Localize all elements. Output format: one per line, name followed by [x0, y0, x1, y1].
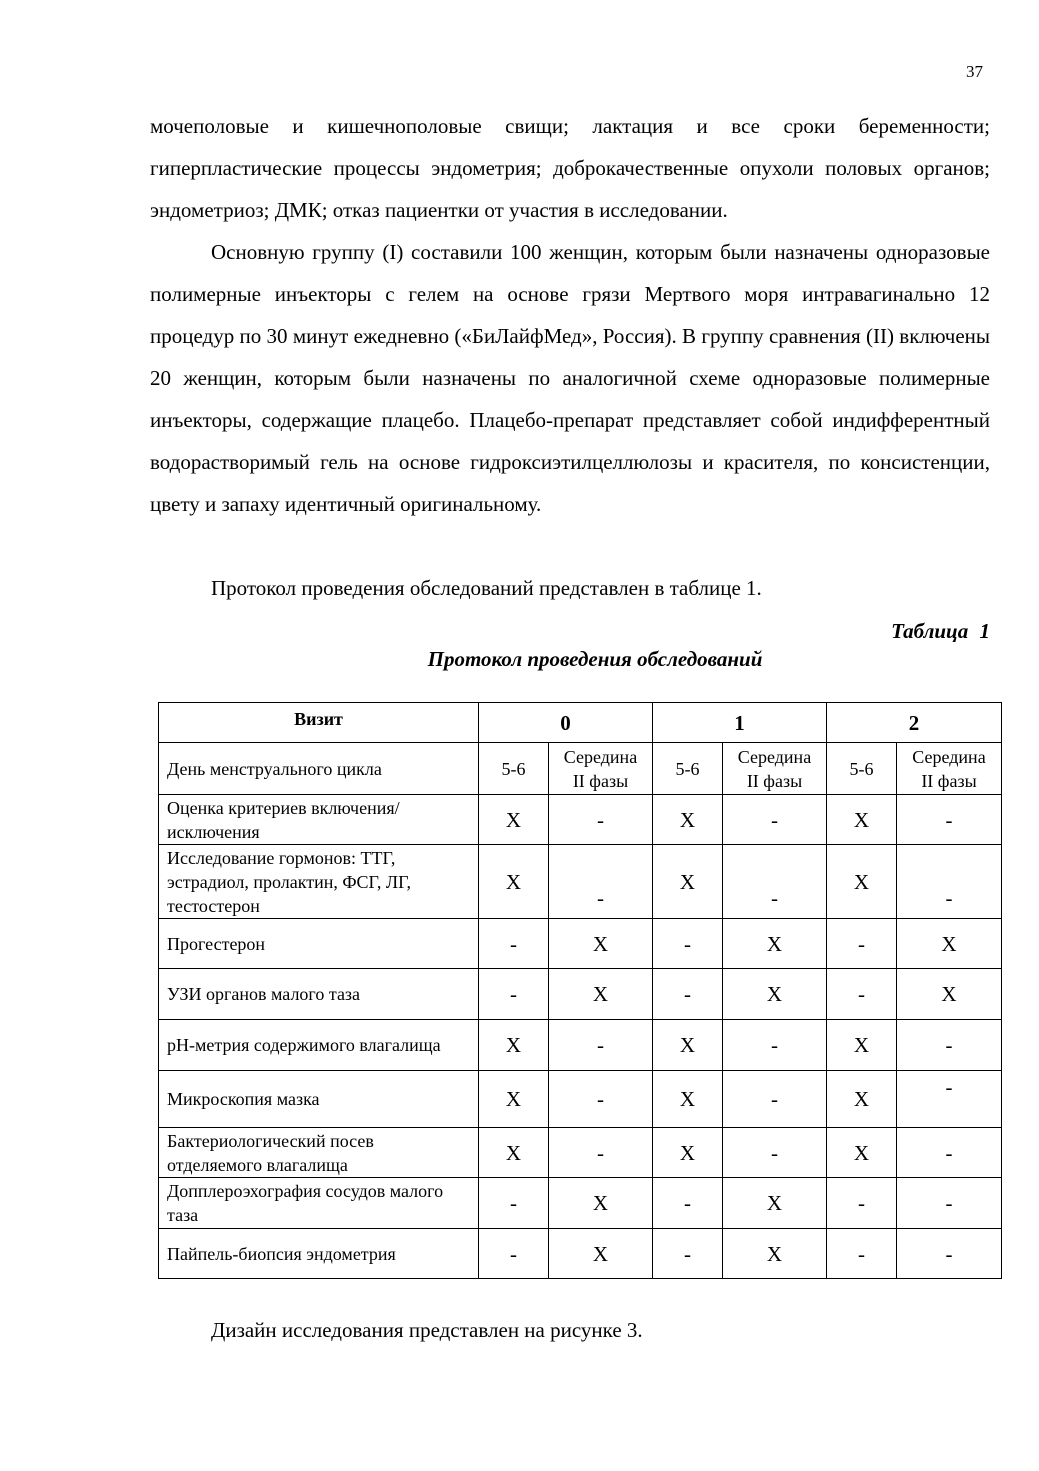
- row-cell: Х: [479, 1071, 549, 1128]
- row-cell: -: [723, 795, 827, 845]
- row-cell: -: [723, 1128, 827, 1178]
- row-cell: Х: [549, 919, 653, 969]
- row-cell: Х: [827, 1128, 897, 1178]
- paragraph-groups: [150, 231, 990, 525]
- row-label: Бактериологический посев отделяемого влагалища: [159, 1128, 479, 1178]
- row-cell: -: [653, 1178, 723, 1229]
- day-cell: Середина II фазы: [549, 743, 653, 795]
- table-row: [159, 1128, 1002, 1178]
- day-cell: Середина II фазы: [723, 743, 827, 795]
- row-cell: Х: [653, 845, 723, 919]
- protocol-table: [158, 702, 1002, 1279]
- row-cell: Х: [479, 1020, 549, 1071]
- row-cell: -: [549, 1128, 653, 1178]
- visit-0-header: 0: [479, 703, 653, 743]
- row-cell: -: [897, 1178, 1002, 1229]
- table-row: [159, 1229, 1002, 1279]
- row-cell: -: [479, 919, 549, 969]
- day-label: День менструального цикла: [159, 743, 479, 795]
- page-number: 37: [966, 62, 983, 81]
- table-row: [159, 1020, 1002, 1071]
- row-cell: Х: [897, 969, 1002, 1020]
- table-row: [159, 1071, 1002, 1128]
- paragraph-text: мочеполовые и кишечнополовые свищи; лактация и все сроки беременности; гиперпластические процессы эндометрия; доброкачественные опухоли половых органов; эндометриоз; ДМК; отказ пациентки от участия в исследовании.: [150, 114, 990, 222]
- visit-header-cell: Визит: [159, 703, 479, 743]
- table-row: [159, 1178, 1002, 1229]
- row-cell: -: [479, 1178, 549, 1229]
- row-cell: Х: [897, 919, 1002, 969]
- row-label: pH-метрия содержимого влагалища: [159, 1020, 479, 1071]
- row-cell: Х: [827, 795, 897, 845]
- table-title: Протокол проведения обследований: [427, 647, 763, 671]
- row-cell: Х: [723, 919, 827, 969]
- row-cell: Х: [549, 1229, 653, 1279]
- row-cell: -: [723, 1020, 827, 1071]
- paragraph-design-ref: Дизайн исследования представлен на рисунке 3.: [211, 1318, 643, 1342]
- visit-1-header: 1: [653, 703, 827, 743]
- day-cell: 5-6: [653, 743, 723, 795]
- row-cell: -: [897, 795, 1002, 845]
- row-label: УЗИ органов малого таза: [159, 969, 479, 1020]
- paragraph-protocol-ref: [150, 567, 990, 609]
- row-label: Пайпель-биопсия эндометрия: [159, 1229, 479, 1279]
- row-cell: Х: [479, 795, 549, 845]
- table-label: Таблица 1: [891, 619, 990, 643]
- row-label: Прогестерон: [159, 919, 479, 969]
- row-label: Исследование гормонов: ТТГ, эстрадиол, пролактин, ФСГ, ЛГ, тестостерон: [159, 845, 479, 919]
- table-row: [159, 845, 1002, 919]
- row-cell: -: [897, 1071, 1002, 1128]
- row-cell: -: [653, 919, 723, 969]
- table-row: [159, 919, 1002, 969]
- row-cell: Х: [653, 1020, 723, 1071]
- day-cell: 5-6: [827, 743, 897, 795]
- row-cell: Х: [479, 845, 549, 919]
- row-cell: Х: [827, 1020, 897, 1071]
- day-row: [159, 743, 1002, 795]
- row-cell: Х: [479, 1128, 549, 1178]
- day-cell: 5-6: [479, 743, 549, 795]
- table-row: [159, 795, 1002, 845]
- row-cell: -: [723, 845, 827, 919]
- row-cell: Х: [723, 1229, 827, 1279]
- row-cell: -: [897, 1128, 1002, 1178]
- row-label: Микроскопия мазка: [159, 1071, 479, 1128]
- paragraph-text: Основную группу (I) составили 100 женщин, которым были назначены одноразовые полимерные инъекторы с гелем на основе грязи Мертвого моря интравагинально 12 процедур по 30 минут ежедневно («БиЛайфМед», Россия). В группу сравнения (II) включены 20 женщин, которым были назначены по аналогичной схеме одноразовые полимерные инъекторы, содержащие плацебо. Плацебо-препарат представляет собой индифферентный водорастворимый гель на основе гидроксиэтилцеллюлозы и красителя, по консистенции, цвету и запаху идентичный оригинальному.: [150, 240, 990, 516]
- row-cell: Х: [549, 1178, 653, 1229]
- row-cell: -: [827, 1229, 897, 1279]
- row-cell: -: [479, 969, 549, 1020]
- visit-header-row: [159, 703, 1002, 743]
- row-cell: -: [549, 1020, 653, 1071]
- row-cell: Х: [653, 1128, 723, 1178]
- row-cell: Х: [827, 1071, 897, 1128]
- row-cell: -: [653, 1229, 723, 1279]
- row-cell: Х: [723, 969, 827, 1020]
- row-cell: Х: [549, 969, 653, 1020]
- row-cell: -: [549, 845, 653, 919]
- paragraph-exclusion-criteria: [150, 105, 990, 231]
- row-cell: -: [549, 1071, 653, 1128]
- row-cell: -: [549, 795, 653, 845]
- row-cell: -: [827, 919, 897, 969]
- day-cell: Середина II фазы: [897, 743, 1002, 795]
- row-cell: -: [897, 1020, 1002, 1071]
- visit-2-header: 2: [827, 703, 1002, 743]
- row-cell: Х: [827, 845, 897, 919]
- row-cell: -: [723, 1071, 827, 1128]
- row-cell: -: [897, 845, 1002, 919]
- row-cell: -: [827, 969, 897, 1020]
- row-label: Допплероэхография сосудов малого таза: [159, 1178, 479, 1229]
- row-cell: -: [653, 969, 723, 1020]
- row-cell: -: [827, 1178, 897, 1229]
- row-cell: Х: [653, 1071, 723, 1128]
- row-cell: -: [479, 1229, 549, 1279]
- row-cell: -: [897, 1229, 1002, 1279]
- row-label: Оценка критериев включения/исключения: [159, 795, 479, 845]
- paragraph-text: Протокол проведения обследований представлен в таблице 1.: [211, 576, 762, 600]
- row-cell: Х: [723, 1178, 827, 1229]
- table-row: [159, 969, 1002, 1020]
- row-cell: Х: [653, 795, 723, 845]
